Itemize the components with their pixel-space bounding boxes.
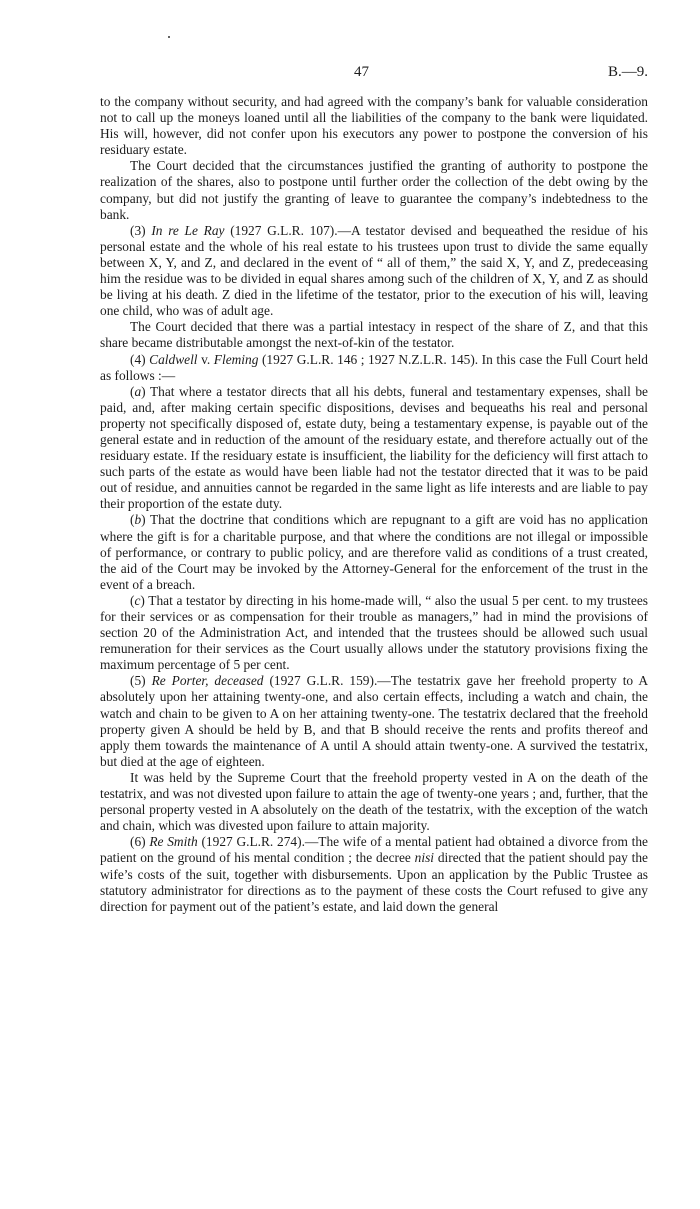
italic-run: Caldwell bbox=[149, 351, 198, 367]
italic-run: nisi bbox=[414, 850, 435, 866]
page-header bbox=[100, 64, 648, 84]
text-run: to the company without security, and had agreed with the company’s bank for valuable consideration not to call up the moneys loaned until all the liabilities of the company to the bank were liquidated. His will, however, did not confer upon his executors any power to postpone the conversion of his residuary estate. bbox=[100, 94, 648, 158]
paragraph bbox=[100, 352, 648, 384]
text-run: (1927 G.L.R. 146 ; 1927 N.Z.L.R. 145). In this case the Full Court held as follows :— bbox=[100, 351, 648, 383]
text-run: (1927 G.L.R. 107).—A testator devised and bequeathed the residue of his personal estate and the whole of his real estate to his trustees upon trust to divide the same equally between X, Y, and Z, and declared in the event of “ all of them,” the said X, Y, and Z, predeceasing him the residue was to be divided in equal shares among such of the children of X, Y, and Z as should be living at his death. Z died in the lifetime of the testator, prior to the execution of his will, leaving one child, who was of adult age. bbox=[100, 222, 648, 319]
text-run: The Court decided that the circumstances justified the granting of authority to postpone the realization of the shares, also to postpone until further order the collection of the debt owing by the company, but did not justify the granting of leave to guarantee the company’s indebtedness to the bank. bbox=[100, 158, 648, 222]
paragraph bbox=[100, 593, 648, 673]
text-run: It was held by the Supreme Court that the freehold property vested in A on the death of the testatrix, and was not divested upon failure to attain the age of twenty-one years ; and, further, that the personal property vested in A absolutely on the death of the testatrix, with the exception of the watch and chain, which was divested upon failure to attain majority. bbox=[100, 769, 648, 834]
text-run: The Court decided that there was a partial intestacy in respect of the share of Z, and that this share became distributable amongst the next-of-kin of the testator. bbox=[100, 319, 648, 351]
paragraph bbox=[100, 94, 648, 158]
text-run: ) That the doctrine that conditions which are repugnant to a gift are void has no application where the gift is for a charitable purpose, and that where the conditions are not illegal or impossible of performance, or contrary to public policy, and are therefore valid as conditions of a trust created, the aid of the Court may be invoked by the Attorney-General for the enforcement of the trust in the event of a breach. bbox=[100, 512, 648, 592]
paragraph bbox=[100, 158, 648, 222]
italic-run: In re Le Ray bbox=[151, 222, 225, 238]
paragraph bbox=[100, 834, 648, 914]
italic-run: c bbox=[134, 592, 141, 608]
paragraph bbox=[100, 770, 648, 834]
text-run: (5) bbox=[130, 673, 152, 689]
italic-run: Re Smith bbox=[149, 834, 198, 850]
speck-mark bbox=[168, 36, 170, 38]
paragraph bbox=[100, 512, 648, 592]
paragraph bbox=[100, 319, 648, 351]
page-number: 47 bbox=[354, 64, 369, 80]
text-run: (3) bbox=[130, 222, 152, 238]
body-text bbox=[100, 94, 648, 915]
italic-run: Fleming bbox=[213, 351, 259, 367]
italic-run: Re Porter, deceased bbox=[151, 673, 264, 689]
text-run: ( bbox=[130, 383, 135, 399]
text-run: (4) bbox=[130, 351, 150, 367]
text-run: directed that the patient should pay the wife’s costs of the suit, together with disbursements. Upon an application by the Public Trustee as statutory administrator for directions as to the payment of these costs the Court refused to give any direction for payment out of the patient’s estate, and laid down the general bbox=[100, 850, 648, 914]
text-run: (1927 G.L.R. 274).—The wife of a mental patient had obtained a divorce from the patient on the ground of his mental condition ; the decree bbox=[100, 834, 648, 866]
text-run: (1927 G.L.R. 159).—The testatrix gave her freehold property to A absolutely upon her attaining twenty-one, and also certain effects, including a watch and chain, the watch and chain to be given to A on her attaining twenty-one. The testatrix declared that the freehold property given A should be held by B, and that B should receive the rents and profits thereof and apply them towards the maintenance of A until A should attain twenty-one. A survived the testatrix, but died at the age of eighteen. bbox=[100, 673, 648, 769]
italic-run: b bbox=[134, 512, 142, 528]
paragraph bbox=[100, 223, 648, 320]
text-run: ( bbox=[130, 592, 135, 608]
text-run: v. bbox=[197, 351, 214, 367]
text-run: ( bbox=[130, 512, 135, 528]
paragraph bbox=[100, 673, 648, 770]
italic-run: a bbox=[134, 383, 142, 399]
text-run: (6) bbox=[130, 834, 150, 850]
document-reference: B.—9. bbox=[607, 64, 648, 80]
paragraph bbox=[100, 384, 648, 513]
text-run: ) That where a testator directs that all his debts, funeral and testamentary expenses, shall be paid, and, after making certain specific dispositions, devises and bequeaths his real and personal property not specifically disposed of, estate duty, being a testamentary expense, is payable out of the general estate and in reduction of the amount of the residuary estate, and therefore actually out of the residuary estate. If the residuary estate is insufficient, the liability for the deficiency will first attach to such parts of the estate as would have been liable had not the testator directed that it was to be paid out of residue, and annuities cannot be regarded in the same light as life interests and are liable to pay their proportion of the estate duty. bbox=[100, 383, 648, 512]
text-run: ) That a testator by directing in his home-made will, “ also the usual 5 per cent. to my trustees for their services or as compensation for their trouble as managers,” had in mind the provisions of section 20 of the Administration Act, and intended that the trustees should be allowed such usual remuneration for their services as the Court usually allows under the statutory provisions fixing the maximum percentage of 5 per cent. bbox=[100, 592, 648, 673]
